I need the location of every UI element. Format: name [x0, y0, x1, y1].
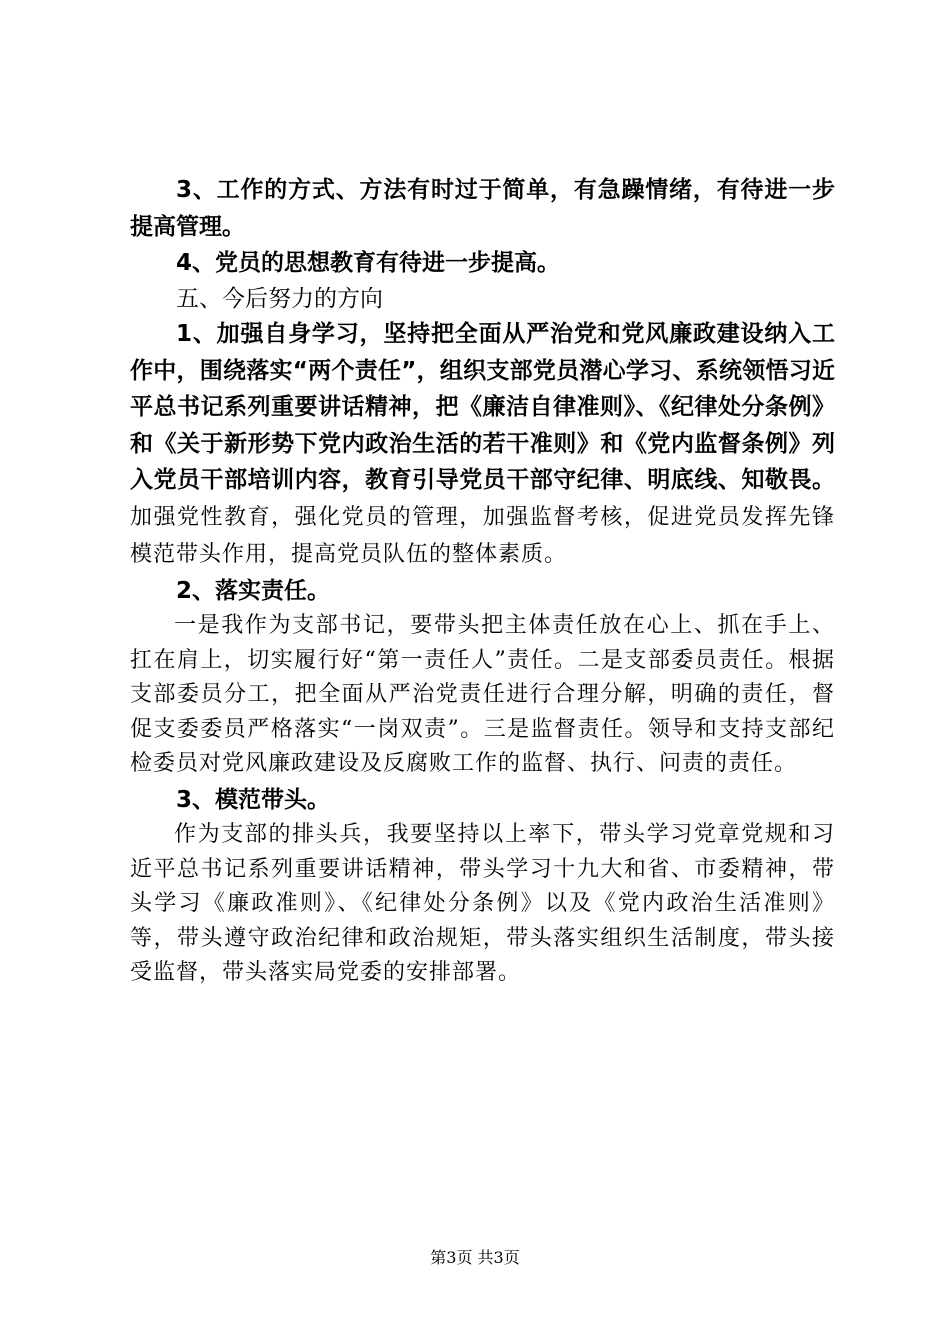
paragraph-direction-3: 作为支部的排头兵，我要坚持以上率下，带头学习党章党规和习近平总书记系列重要讲话精神，带头学习十九大和省、市委精神，带头学习《廉政准则》、《纪律处分条例》以及《党内政治生活准则》等，带头遵守政治纪律和政治规矩，带头落实组织生活制度，带头接受监督，带头落实局党委的安排部署。 — [130, 822, 835, 985]
paragraph-direction-1-cont: 加强党性教育，强化党员的管理，加强监督考核，促进党员发挥先锋模范带头作用，提高党员队伍的整体素质。 — [130, 504, 835, 567]
section-heading-5: 五、今后努力的方向 — [176, 285, 383, 312]
body-text — [130, 172, 835, 991]
heading-direction-3: 3、模范带头。 — [176, 786, 331, 813]
paragraph-problem-4: 4、党员的思想教育有待进一步提高。 — [176, 250, 561, 276]
heading-direction-2: 2、落实责任。 — [176, 577, 331, 604]
paragraph-direction-1 — [130, 316, 835, 573]
paragraph-direction-2: 一是我作为支部书记，要带头把主体责任放在心上、抓在手上、扛在肩上，切实履行好“第一责任人”责任。二是支部委员责任。根据支部委员分工，把全面从严治党责任进行合理分解，明确的责任，督促支委委员严格落实“一岗双责”。三是监督责任。领导和支持支部纪检委员对党风廉政建设及反腐败工作的监督、执行、问责的责任。 — [130, 613, 835, 776]
page-footer: 第3页 共3页 — [430, 1248, 520, 1267]
paragraph-problem-3: 3、工作的方式、方法有时过于简单，有急躁情绪，有待进一步提高管理。 — [130, 177, 835, 240]
paragraph-direction-1-bold: 1、加强自身学习，坚持把全面从严治党和党风廉政建设纳入工作中，围绕落实“两个责任”，组织支部党员潜心学习、系统领悟习近平总书记系列重要讲话精神，把《廉洁自律准则》、《纪律处分条例》和《关于新形势下党内政治生活的若干准则》和《党内监督条例》列入党员干部培训内容，教育引导党员干部守纪律、明底线、知敬畏。 — [130, 321, 835, 493]
